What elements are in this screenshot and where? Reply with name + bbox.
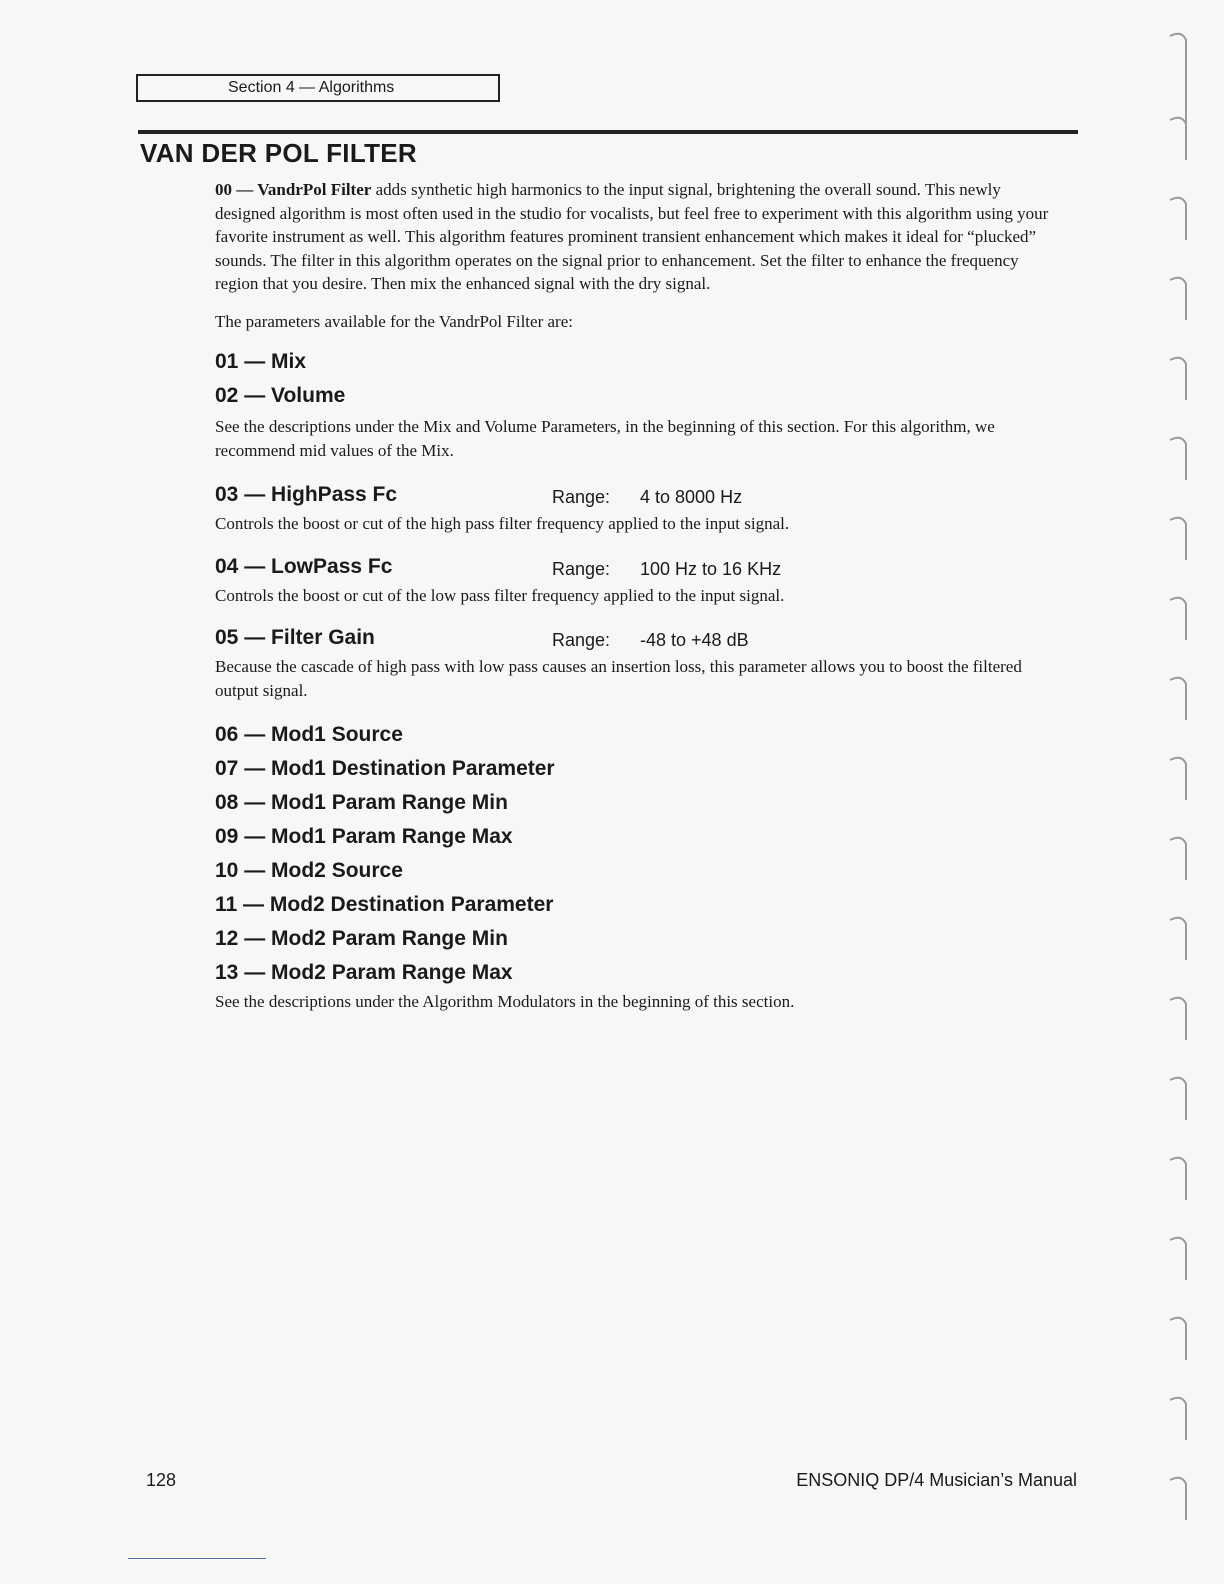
param-heading-mod: 07 — Mod1 Destination Parameter (215, 757, 555, 780)
param-heading-mod: 13 — Mod2 Param Range Max (215, 961, 513, 984)
manual-title: ENSONIQ DP/4 Musician’s Manual (796, 1470, 1077, 1490)
param-heading-mod: 12 — Mod2 Param Range Min (215, 927, 508, 950)
range-label: Range: (552, 558, 611, 579)
modulator-description: See the descriptions under the Algorithm Modulators in the beginning of this section. (215, 992, 795, 1011)
param-heading-lowpass (215, 550, 1065, 584)
param-heading-mod: 06 — Mod1 Source (215, 723, 403, 746)
param-description: Controls the boost or cut of the high pass filter frequency applied to the input signal. (215, 514, 790, 533)
title-rule (138, 130, 1078, 134)
param-heading-filter-gain (215, 621, 1065, 655)
section-header-box (136, 74, 500, 102)
param-name: 03 — HighPass Fc (215, 483, 398, 506)
binding-holes-icon (1168, 30, 1208, 1530)
param-description: Controls the boost or cut of the low pass filter frequency applied to the input signal. (215, 585, 785, 605)
params-intro: The parameters available for the VandrPol Filter are: (215, 311, 573, 331)
param-heading-mod: 10 — Mod2 Source (215, 859, 403, 882)
range-value: 4 to 8000 Hz (640, 487, 743, 507)
param-name: 04 — LowPass Fc (215, 554, 393, 578)
section-label: Section 4 — Algorithms (228, 79, 395, 96)
intro-text: adds synthetic high harmonics to the input signal, brightening the overall sound. This newly designed algorithm is most often used in the studio for vocalists, but feel free to experiment with this algorithm using your favorite instrument as well. This algorithm features prominent transient enhancement which makes it ideal for “plucked” sounds. The filter in this algorithm operates on the signal prior to enhancement. Set the filter to enhance the frequency region that you desire. Then mix the enhanced signal with the dry signal. (215, 180, 1049, 293)
bottom-edge-line (128, 1558, 266, 1559)
param-heading-highpass (215, 478, 1065, 512)
range-label: Range: (552, 487, 611, 507)
param-filter-gain (215, 621, 1065, 702)
range-label: Range: (552, 630, 611, 650)
param-heading-mod: 08 — Mod1 Param Range Min (215, 791, 508, 814)
param-lowpass (215, 550, 1065, 608)
param-highpass (215, 478, 1065, 536)
page-title: VAN DER POL FILTER (140, 138, 417, 168)
mix-volume-description: See the descriptions under the Mix and Volume Parameters, in the beginning of this section. For this algorithm, we recommend mid values of the Mix. (215, 417, 995, 460)
param-description: Because the cascade of high pass with low pass causes an insertion loss, this parameter allows you to boost the filtered output signal. (215, 657, 1022, 700)
intro-lead: 00 — VandrPol Filter (215, 180, 372, 199)
param-name: 05 — Filter Gain (215, 626, 375, 649)
param-heading-mod: 09 — Mod1 Param Range Max (215, 825, 513, 848)
param-heading-mod: 11 — Mod2 Destination Parameter (215, 893, 554, 916)
param-range (552, 552, 781, 586)
range-value: 100 Hz to 16 KHz (640, 558, 782, 579)
param-heading-volume: 02 — Volume (215, 384, 346, 407)
param-range (552, 480, 742, 514)
param-range (552, 623, 749, 657)
mix-volume-group (215, 345, 1065, 462)
range-value: -48 to +48 dB (640, 630, 749, 650)
main-content (215, 178, 1065, 1014)
modulator-group (215, 718, 1065, 1014)
param-heading-mix: 01 — Mix (215, 350, 307, 373)
intro-paragraph (215, 178, 1065, 296)
page-number: 128 (146, 1470, 177, 1490)
